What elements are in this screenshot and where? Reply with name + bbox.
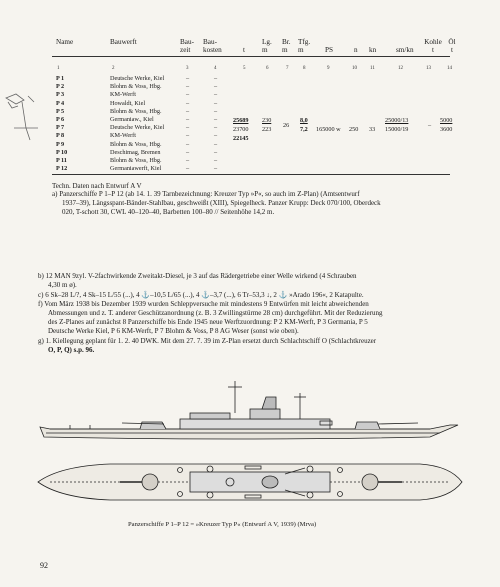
rpm: 250 [349, 126, 359, 133]
bauzeit-column [186, 75, 189, 173]
table-row-name: P 5 [56, 107, 65, 115]
table-row-werft: Blohm & Voss, Hbg. [110, 83, 162, 91]
header-n: n [354, 46, 358, 54]
table-row-kosten: – [214, 107, 218, 115]
table-row-bauzeit: – [186, 107, 190, 115]
table-row-name: P 3 [56, 91, 65, 99]
para-g-line2: O, P, Q) s.p. 96. [48, 346, 95, 354]
shipyard-column [110, 75, 164, 173]
col-num: 6 [266, 66, 269, 71]
figure-caption: Panzerschiffe P 1–P 12 = »Kreuzer Typ P« (Entwurf A V, 1939) (Mrva) [128, 521, 317, 528]
table-row-werft: Deschimag, Bremen [110, 148, 161, 156]
header-baukosten: Bau- kosten [203, 38, 222, 54]
header-kohle: Kohle t [424, 38, 442, 54]
kohle-dash: – [428, 122, 432, 129]
oil-1: 5000 [440, 117, 453, 124]
power: 165000 w [316, 126, 341, 133]
col-num: 13 [426, 66, 431, 71]
margin-sketch [2, 88, 46, 144]
col-num: 11 [370, 66, 375, 71]
para-a-line1: a) Panzerschiffe P 1–P 12 (ab 14. 1. 39 Tarnbezeichnung: Kreuzer Typ »P«, so auch im Z-Plan) (Amtsentwurf [52, 190, 360, 198]
table-row-name: P 7 [56, 124, 65, 132]
para-b-line2: 4,30 m ø). [48, 281, 77, 289]
table-row-kosten: – [214, 140, 218, 148]
draught-1: 8,0 [300, 117, 308, 124]
table-row-werft: Germaniawerft, Kiel [110, 165, 162, 173]
techn-note: Techn. Daten nach Entwurf A V [52, 182, 142, 190]
table-row-name: P 11 [56, 156, 67, 164]
length-2: 223 [262, 126, 272, 133]
ship-top-plan [30, 452, 470, 512]
table-row-werft: KM-Werft [110, 132, 136, 140]
table-row-bauzeit: – [186, 83, 190, 91]
table-row-name: P 6 [56, 115, 65, 123]
table-row-kosten: – [214, 165, 218, 173]
para-c-line: c) 6 Sk–28 L/?, 4 Sk–15 L/55 (...), 4 ⚓–10,5 L/65 (...), 4 ⚓–3,7 (...), 6 Tr–53,3 ↓, 2 ⚓ »Arado 196«, 2 Katapulte. [38, 291, 364, 299]
col-num: 7 [286, 66, 289, 71]
para-g-line1: g) 1. Kiellegung geplant für 1. 2. 40 DWK. Mit dem 27. 7. 39 im Z-Plan ersetzt durch Schlachtschiff O (Schlachtkreuzer [38, 337, 377, 345]
para-a-line2: 1937–39), Längsspant-Bänder-Stahlbau, geschweißt (XIII), Spiegelheck. Panzer Krupp: Deck 070/100, Oberdeck [62, 199, 381, 207]
table-row-bauzeit: – [186, 124, 190, 132]
table-row-werft: Deutsche Werke, Kiel [110, 124, 165, 132]
header-oel: Öl t [448, 38, 456, 54]
table-row-name: P 2 [56, 83, 65, 91]
table-row-kosten: – [214, 75, 218, 82]
beam: 26 [283, 122, 290, 129]
table-row-bauzeit: – [186, 140, 190, 148]
para-b-line1: b) 12 MAN 9zyl. V-2fachwirkende Zweitakt-Diesel, je 3 auf das Rädergetriebe einer Welle wirkend (4 Schrauben [38, 272, 357, 280]
table-row-name: P 8 [56, 132, 65, 140]
ship-side-profile [30, 375, 470, 450]
col-num: 2 [112, 66, 115, 71]
length-1: 230 [262, 117, 272, 124]
table-row-bauzeit: – [186, 156, 190, 164]
table-row-werft: Howaldt, Kiel [110, 99, 146, 107]
table-row-werft: Blohm & Voss, Hbg. [110, 107, 162, 115]
header-rule-top [52, 56, 450, 57]
table-row-bauzeit: – [186, 132, 190, 140]
col-num: 4 [214, 66, 217, 71]
col-num: 8 [303, 66, 306, 71]
table-row-bauzeit: – [186, 99, 190, 107]
ship-name-column [56, 75, 67, 173]
header-br: Br. m [282, 38, 291, 54]
baukosten-column [214, 75, 217, 173]
header-bauzeit: Bau- zeit [180, 38, 194, 54]
range-1: 25000/13 [385, 117, 409, 124]
table-row-kosten: – [214, 91, 218, 99]
table-row-bauzeit: – [186, 75, 190, 82]
displacement-1: 25689 [233, 117, 249, 124]
table-row-bauzeit: – [186, 115, 190, 123]
header-kn: kn [369, 46, 377, 54]
para-f-line2: Abmessungen und z. T. anderer Geschützanordnung (z. B. 3 Zwillingstürme 28 cm) durchgeführt. Mit der Reduzierung [48, 309, 383, 317]
table-row-werft: KM-Werft [110, 91, 136, 99]
table-rule-bottom [52, 174, 450, 175]
table-row-kosten: – [214, 83, 218, 91]
table-row-bauzeit: – [186, 165, 190, 173]
table-row-kosten: – [214, 148, 218, 156]
header-name: Name [56, 38, 74, 46]
speed: 33 [369, 126, 376, 133]
para-f-line4: Deutsche Werke Kiel, P 6 KM-Werft, P 7 Blohm & Voss, P 8 AG Weser (sonst wie oben). [48, 327, 299, 335]
para-f-line1: f) Vom März 1938 bis Dezember 1939 wurden Schleppversuche mit mindestens 9 Entwürfen mit leicht abweichenden [38, 300, 369, 308]
table-row-kosten: – [214, 115, 218, 123]
header-tfg: Tfg. m [298, 38, 311, 54]
table-row-kosten: – [214, 156, 218, 164]
col-num: 3 [186, 66, 189, 71]
header-t: t [243, 46, 245, 54]
col-num: 14 [447, 66, 452, 71]
table-row-werft: Blohm & Voss, Hbg. [110, 140, 162, 148]
table-row-werft: Deutsche Werke, Kiel [110, 75, 165, 82]
table-row-name: P 12 [56, 165, 68, 173]
table-row-kosten: – [214, 99, 218, 107]
table-row-kosten: – [214, 124, 218, 132]
displacement-3: 22145 [233, 135, 249, 142]
table-row-werft: Blohm & Voss, Hbg. [110, 156, 162, 164]
displacement-2: 23700 [233, 126, 249, 133]
col-num: 1 [57, 66, 60, 71]
table-row-bauzeit: – [186, 148, 190, 156]
range-2: 15000/19 [385, 126, 409, 133]
page-number: 92 [40, 561, 48, 570]
table-row-name: P 4 [56, 99, 65, 107]
para-a-line3: 020, T-schott 30, CWL 40–120–40, Barbetten 100–80 // Seitenhöhe 14,2 m. [62, 208, 275, 216]
oil-2: 3600 [440, 126, 453, 133]
col-num: 9 [327, 66, 330, 71]
table-row-name: P 1 [56, 75, 65, 82]
table-row-name: P 9 [56, 140, 65, 148]
header-bauwerft: Bauwerft [110, 38, 137, 46]
table-row-name: P 10 [56, 148, 68, 156]
para-f-line3: des Z-Planes auf zunächst 8 Panzerschiffe bis Ende 1945 neue Werftzuordnung: P 2 KM-Werft, P 3 Germania, P 5 [48, 318, 368, 326]
draught-2: 7,2 [300, 126, 308, 133]
col-num: 10 [352, 66, 357, 71]
table-row-werft: Germaniaw., Kiel [110, 115, 154, 123]
header-smkn: sm/kn [396, 46, 414, 54]
table-row-kosten: – [214, 132, 218, 140]
table-row-bauzeit: – [186, 91, 190, 99]
header-ps: PS [325, 46, 333, 54]
col-num: 12 [398, 66, 403, 71]
header-lg: Lg. m [262, 38, 272, 54]
col-num: 5 [243, 66, 246, 71]
